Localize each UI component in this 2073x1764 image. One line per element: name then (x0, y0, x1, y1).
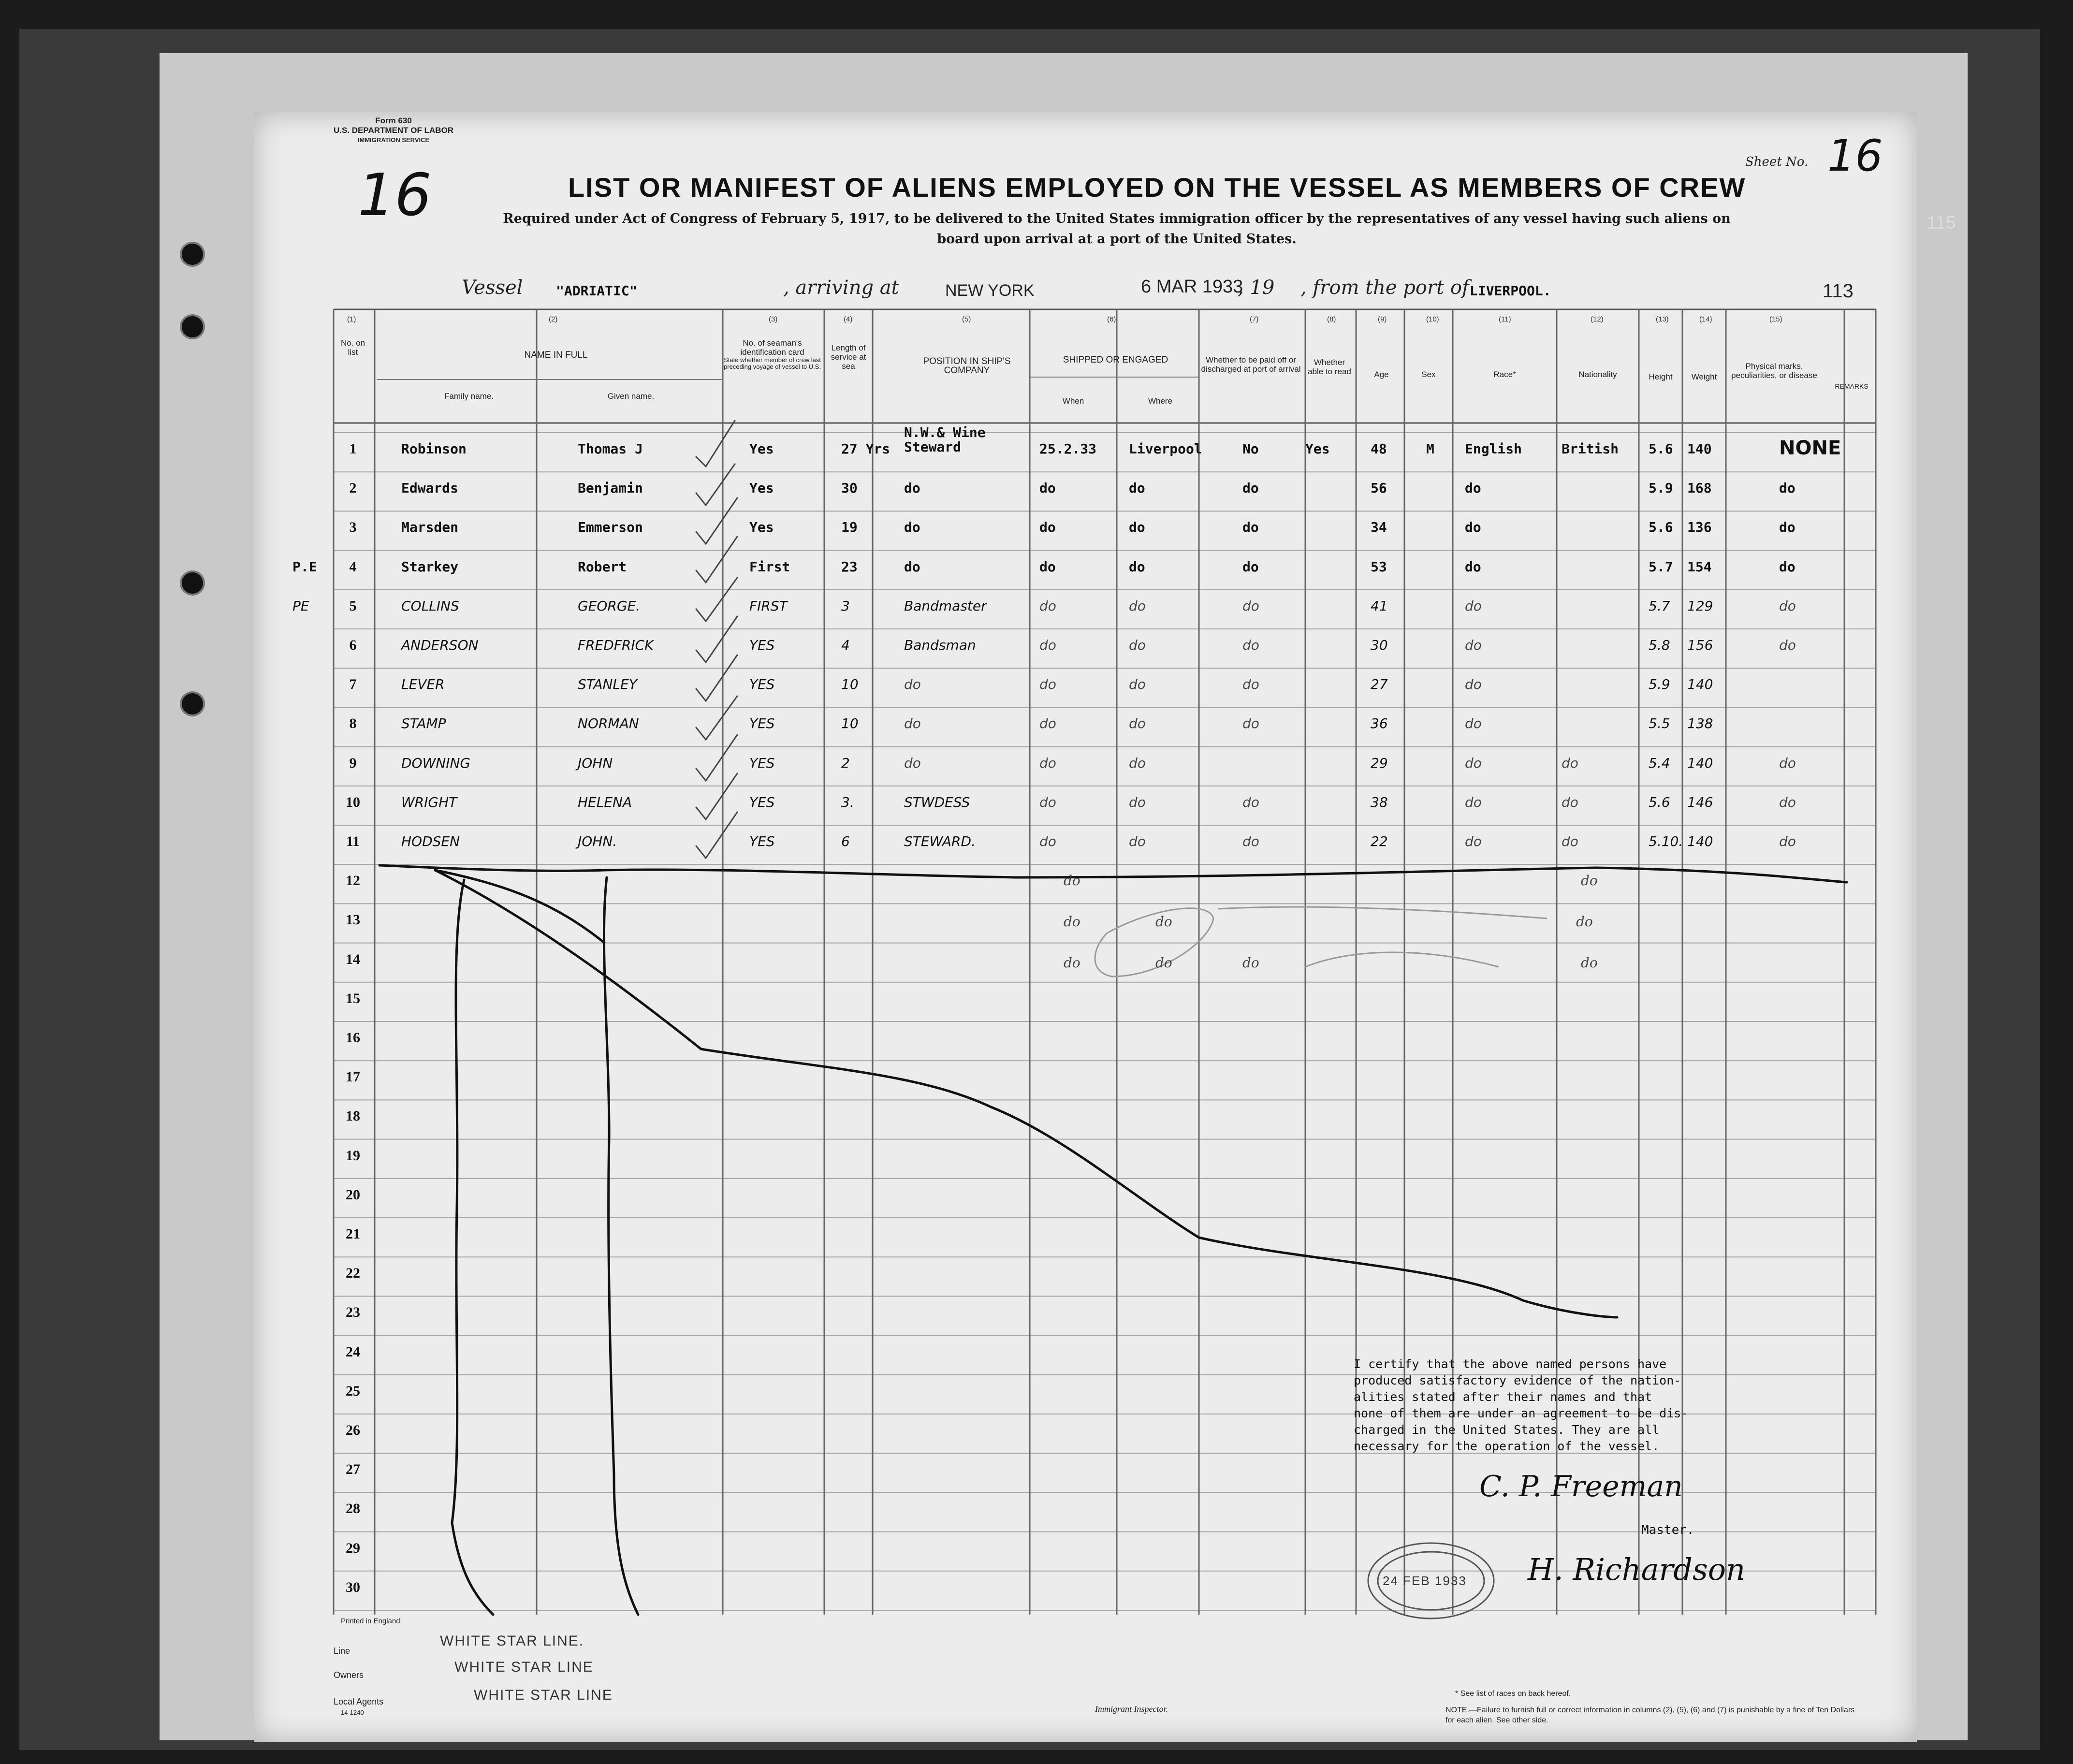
family-name: LEVER (401, 676, 445, 693)
paid-off: do (1242, 833, 1259, 849)
weight: 140 (1687, 441, 1712, 457)
physical-marks: do (1779, 794, 1796, 810)
given-name: Thomas J (578, 441, 643, 457)
row-number: 19 (346, 1147, 360, 1164)
certification-text: I certify that the above named persons have produced satisfactory evidence of the nation- alities stated after their names and that none of them are under an agreement to be dis- charged in the United States. They are all necessary for the operation of the vessel. (1354, 1357, 1689, 1453)
nationality: do (1562, 794, 1578, 810)
cancelled-ditto: do (1155, 914, 1172, 930)
row-number: 22 (346, 1265, 360, 1282)
departure-port: LIVERPOOL. (1470, 283, 1551, 299)
engaged-when: do (1039, 637, 1056, 653)
arriving-label: , arriving at (783, 277, 899, 299)
nationality: do (1562, 755, 1578, 771)
age: 56 (1371, 480, 1387, 496)
owners-label: Owners (334, 1670, 364, 1680)
inspector-signature: H. Richardson (1528, 1552, 1746, 1587)
given-name: NORMAN (578, 715, 639, 732)
column-number: (5) (962, 315, 971, 323)
physical-marks: NONE (1779, 437, 1841, 459)
family-name: DOWNING (401, 755, 471, 771)
id-card: First (749, 558, 790, 575)
header-remarks: REMARKS (1835, 382, 1869, 390)
row-number: 3 (349, 519, 357, 536)
service-name: IMMIGRATION SERVICE (357, 136, 430, 144)
race: do (1465, 676, 1482, 693)
given-name: STANLEY (578, 676, 637, 693)
header-id-card-label: No. of seaman's identification card (740, 338, 804, 357)
race: English (1465, 441, 1522, 457)
row-number: 21 (346, 1226, 360, 1242)
family-name: ANDERSON (401, 637, 479, 653)
vessel-label: Vessel (462, 277, 523, 299)
inspector-label: Immigrant Inspector. (1095, 1704, 1168, 1714)
paid-off: do (1242, 794, 1259, 810)
row-number: 4 (349, 558, 357, 575)
family-name: STAMP (401, 715, 446, 732)
race: do (1465, 715, 1482, 732)
service-length: 3. (841, 794, 854, 810)
paid-off: do (1242, 480, 1259, 496)
physical-marks: do (1779, 755, 1796, 771)
nationality: British (1562, 441, 1619, 457)
arrival-port: NEW YORK (945, 281, 1035, 300)
able-to-read: Yes (1305, 441, 1330, 457)
engaged-when: do (1039, 794, 1056, 810)
weight: 138 (1687, 715, 1713, 732)
form-number: Form 630 (375, 116, 412, 125)
column-number: (10) (1426, 315, 1439, 323)
column-number: (13) (1656, 315, 1669, 323)
arrival-stamp-date: 24 FEB 1933 (1383, 1574, 1467, 1588)
ship-position: N.W.& Wine Steward (904, 424, 986, 455)
engaged-where: do (1129, 833, 1146, 849)
page-title: LIST OR MANIFEST OF ALIENS EMPLOYED ON THE VESSEL AS MEMBERS OF CREW (568, 172, 1746, 203)
engaged-where: do (1129, 676, 1146, 693)
margin-note: PE (292, 598, 309, 614)
header-race: Race* (1493, 370, 1516, 379)
cancelled-ditto: do (1242, 955, 1259, 971)
height: 5.10. (1649, 833, 1683, 849)
family-name: Robinson (401, 441, 467, 457)
given-name: JOHN. (578, 833, 617, 849)
age: 41 (1371, 598, 1388, 614)
weight: 146 (1687, 794, 1713, 810)
engaged-where: do (1129, 794, 1146, 810)
agents-value: WHITE STAR LINE (474, 1687, 613, 1703)
family-name: WRIGHT (401, 794, 457, 810)
paid-off: do (1242, 637, 1259, 653)
height: 5.7 (1649, 558, 1673, 575)
row-number: 30 (346, 1579, 360, 1595)
service-length: 27 Yrs (841, 441, 891, 457)
family-name: Starkey (401, 558, 459, 575)
page-number-inner: 113 (1823, 280, 1854, 302)
ship-position: do (904, 715, 921, 732)
engaged-when: do (1039, 715, 1056, 732)
given-name: JOHN (578, 755, 613, 771)
year-label: , 19 (1238, 277, 1275, 299)
service-length: 30 (841, 480, 858, 496)
vessel-name: "ADRIATIC" (556, 283, 638, 299)
row-number: 5 (349, 598, 357, 614)
age: 48 (1371, 441, 1387, 457)
header-length-service: Length of service at sea (831, 343, 866, 371)
line-label: Line (334, 1646, 350, 1656)
header-paid-off: Whether to be paid off or discharged at port of arrival (1201, 355, 1301, 374)
sex: M (1426, 441, 1434, 457)
id-card: YES (749, 833, 775, 849)
column-number: (2) (549, 315, 558, 323)
service-length: 4 (841, 637, 850, 653)
row-number: 15 (346, 990, 360, 1006)
paid-off: do (1242, 715, 1259, 732)
service-length: 19 (841, 519, 858, 536)
page-subtitle: Required under Act of Congress of February 5, 1917, to be delivered to the United States immigration officer by the representatives of any vessel having such aliens on board upon arrival at a port of the United States. (503, 211, 1731, 247)
row-number: 11 (346, 833, 360, 849)
age: 27 (1371, 676, 1388, 693)
column-number: (9) (1378, 315, 1387, 323)
row-number: 14 (346, 951, 360, 967)
engaged-when: do (1039, 480, 1056, 496)
cancelled-ditto: do (1064, 914, 1080, 930)
row-number: 9 (349, 755, 357, 771)
given-name: Robert (578, 558, 627, 575)
ship-position: do (904, 519, 920, 536)
engaged-where: do (1129, 519, 1145, 536)
weight: 136 (1687, 519, 1712, 536)
ship-position: STEWARD. (904, 833, 976, 849)
agents-code: 14-1240 (341, 1709, 364, 1716)
family-name: COLLINS (401, 598, 459, 614)
age: 38 (1371, 794, 1388, 810)
ship-position: do (904, 558, 920, 575)
age: 22 (1371, 833, 1388, 849)
header-physical-marks: Physical marks, peculiarities, or disease (1731, 362, 1817, 380)
given-name: Emmerson (578, 519, 643, 536)
family-name: Edwards (401, 480, 459, 496)
row-number: 25 (346, 1383, 360, 1399)
id-card: YES (749, 715, 775, 732)
row-number: 16 (346, 1030, 360, 1046)
ship-position: Bandmaster (904, 598, 987, 614)
row-number: 10 (346, 794, 360, 810)
age: 30 (1371, 637, 1388, 653)
height: 5.9 (1649, 676, 1670, 693)
engaged-where: do (1129, 558, 1145, 575)
header-nationality: Nationality (1578, 370, 1617, 379)
age: 36 (1371, 715, 1388, 732)
column-number: (12) (1591, 315, 1604, 323)
column-number: (1) (347, 315, 356, 323)
paid-off: No (1242, 441, 1259, 457)
penalty-note: NOTE.—Failure to furnish full or correct information in columns (2), (5), (6) and (7) is punishable by a fine of Ten Dollars for each alien. See other side. (1445, 1706, 1855, 1724)
row-number: 20 (346, 1186, 360, 1203)
id-card: YES (749, 794, 775, 810)
row-number: 13 (346, 912, 360, 928)
nationality: do (1562, 833, 1578, 849)
race: do (1465, 755, 1482, 771)
header-family-name: Family name. (444, 392, 494, 401)
id-card: Yes (749, 519, 774, 536)
row-number: 28 (346, 1501, 360, 1517)
race: do (1465, 558, 1481, 575)
given-name: GEORGE. (578, 598, 641, 614)
cancelled-ditto: do (1064, 955, 1080, 971)
engaged-where: do (1129, 715, 1146, 732)
given-name: HELENA (578, 794, 632, 810)
service-length: 23 (841, 558, 858, 575)
row-number: 27 (346, 1461, 360, 1478)
race: do (1465, 598, 1482, 614)
row-number: 26 (346, 1422, 360, 1438)
race: do (1465, 637, 1482, 653)
sheet-label: Sheet No. (1745, 155, 1809, 169)
engaged-where: do (1129, 598, 1146, 614)
agents-label: Local Agents (334, 1697, 384, 1706)
service-length: 3 (841, 598, 850, 614)
engaged-when: do (1039, 833, 1056, 849)
weight: 156 (1687, 637, 1713, 653)
physical-marks: do (1779, 519, 1796, 536)
family-name: HODSEN (401, 833, 460, 849)
weight: 129 (1687, 598, 1713, 614)
master-label: Master. (1641, 1523, 1694, 1537)
height: 5.6 (1649, 519, 1673, 536)
id-card: YES (749, 755, 775, 771)
header-weight: Weight (1691, 372, 1717, 381)
height: 5.8 (1649, 637, 1670, 653)
engaged-when: do (1039, 558, 1056, 575)
header-id-card-note: State whether member of crew last preceding voyage of vessel to U.S. (724, 356, 821, 370)
row-number: 2 (349, 480, 357, 496)
header-where: Where (1148, 396, 1173, 406)
id-card: YES (749, 637, 775, 653)
margin-note: P.E (292, 558, 317, 575)
races-note: * See list of races on back hereof. (1455, 1690, 1571, 1698)
cancelled-ditto: do (1581, 873, 1598, 889)
height: 5.6 (1649, 441, 1673, 457)
row-number: 8 (349, 715, 357, 732)
owners-value: WHITE STAR LINE (454, 1659, 594, 1675)
age: 29 (1371, 755, 1388, 771)
engaged-where: do (1129, 480, 1145, 496)
engaged-when: do (1039, 598, 1056, 614)
family-name: Marsden (401, 519, 459, 536)
engaged-where: do (1129, 637, 1146, 653)
header-sex: Sex (1421, 370, 1436, 379)
race: do (1465, 833, 1482, 849)
header-age: Age (1374, 370, 1389, 379)
physical-marks: do (1779, 598, 1796, 614)
engaged-when: do (1039, 676, 1056, 693)
physical-marks: do (1779, 558, 1796, 575)
column-number: (8) (1327, 315, 1336, 323)
weight: 140 (1687, 755, 1713, 771)
row-number: 29 (346, 1540, 360, 1556)
height: 5.9 (1649, 480, 1673, 496)
age: 34 (1371, 519, 1387, 536)
row-number: 6 (349, 637, 357, 653)
race: do (1465, 480, 1481, 496)
header-given-name: Given name. (607, 392, 655, 401)
column-number: (14) (1699, 315, 1712, 323)
service-length: 10 (841, 715, 859, 732)
row-number: 7 (349, 676, 357, 693)
row-number: 23 (346, 1304, 360, 1321)
engaged-when: do (1039, 519, 1056, 536)
physical-marks: do (1779, 637, 1796, 653)
column-number: (3) (769, 315, 778, 323)
race: do (1465, 519, 1481, 536)
height: 5.5 (1649, 715, 1670, 732)
header-position: POSITION IN SHIP'S COMPANY (923, 356, 1011, 376)
cancelled-ditto: do (1576, 914, 1593, 930)
row-number: 12 (346, 873, 360, 889)
line-value: WHITE STAR LINE. (440, 1633, 584, 1649)
column-number: (7) (1250, 315, 1259, 323)
physical-marks: do (1779, 833, 1796, 849)
ship-position: do (904, 480, 920, 496)
header-no-on-list: No. on list (340, 338, 365, 357)
engaged-when: do (1039, 755, 1056, 771)
id-card: YES (749, 676, 775, 693)
paid-off: do (1242, 558, 1259, 575)
height: 5.7 (1649, 598, 1670, 614)
row-number: 1 (349, 441, 357, 457)
age: 53 (1371, 558, 1387, 575)
weight: 140 (1687, 833, 1713, 849)
ship-position: STWDESS (904, 794, 970, 810)
paid-off: do (1242, 676, 1259, 693)
header-height: Height (1649, 372, 1673, 381)
paid-off: do (1242, 519, 1259, 536)
sheet-number: 16 (1827, 131, 1883, 181)
given-name: Benjamin (578, 480, 643, 496)
given-name: FREDFRICK (578, 637, 654, 653)
row-number: 17 (346, 1069, 360, 1085)
arrival-date: 6 MAR 1933 (1141, 277, 1243, 297)
weight: 154 (1687, 558, 1712, 575)
paid-off: do (1242, 598, 1259, 614)
department-name: U.S. DEPARTMENT OF LABOR (334, 126, 454, 135)
service-length: 10 (841, 676, 859, 693)
master-signature: C. P. Freeman (1479, 1470, 1683, 1503)
row-number: 24 (346, 1343, 360, 1360)
height: 5.6 (1649, 794, 1670, 810)
id-card: Yes (749, 441, 774, 457)
column-number: (15) (1769, 315, 1782, 323)
id-card: Yes (749, 480, 774, 496)
header-able-read: Whether able to read (1308, 358, 1351, 376)
engaged-when: 25.2.33 (1039, 441, 1097, 457)
handwritten-sheet-number: 16 (358, 162, 432, 229)
cancelled-ditto: do (1155, 955, 1172, 971)
ship-position: Bandsman (904, 637, 976, 653)
ship-position: do (904, 755, 921, 771)
service-length: 2 (841, 755, 850, 771)
race: do (1465, 794, 1482, 810)
page-number-right: 115 (1927, 213, 1956, 233)
header-shipped: SHIPPED OR ENGAGED (1063, 355, 1168, 365)
weight: 140 (1687, 676, 1713, 693)
weight: 168 (1687, 480, 1712, 496)
cancelled-ditto: do (1064, 873, 1080, 889)
service-length: 6 (841, 833, 850, 849)
id-card: FIRST (749, 598, 788, 614)
cancelled-ditto: do (1581, 955, 1598, 971)
header-name-in-full: NAME IN FULL (524, 350, 588, 360)
physical-marks: do (1779, 480, 1796, 496)
column-number: (6) (1107, 315, 1116, 323)
printed-in: Printed in England. (341, 1617, 402, 1625)
engaged-where: do (1129, 755, 1146, 771)
height: 5.4 (1649, 755, 1670, 771)
column-number: (4) (844, 315, 853, 323)
header-when: When (1062, 396, 1084, 406)
row-number: 18 (346, 1108, 360, 1124)
column-number: (11) (1499, 315, 1511, 323)
engaged-where: Liverpool (1129, 441, 1202, 457)
ship-position: do (904, 676, 921, 693)
from-label: , from the port of (1300, 277, 1469, 299)
